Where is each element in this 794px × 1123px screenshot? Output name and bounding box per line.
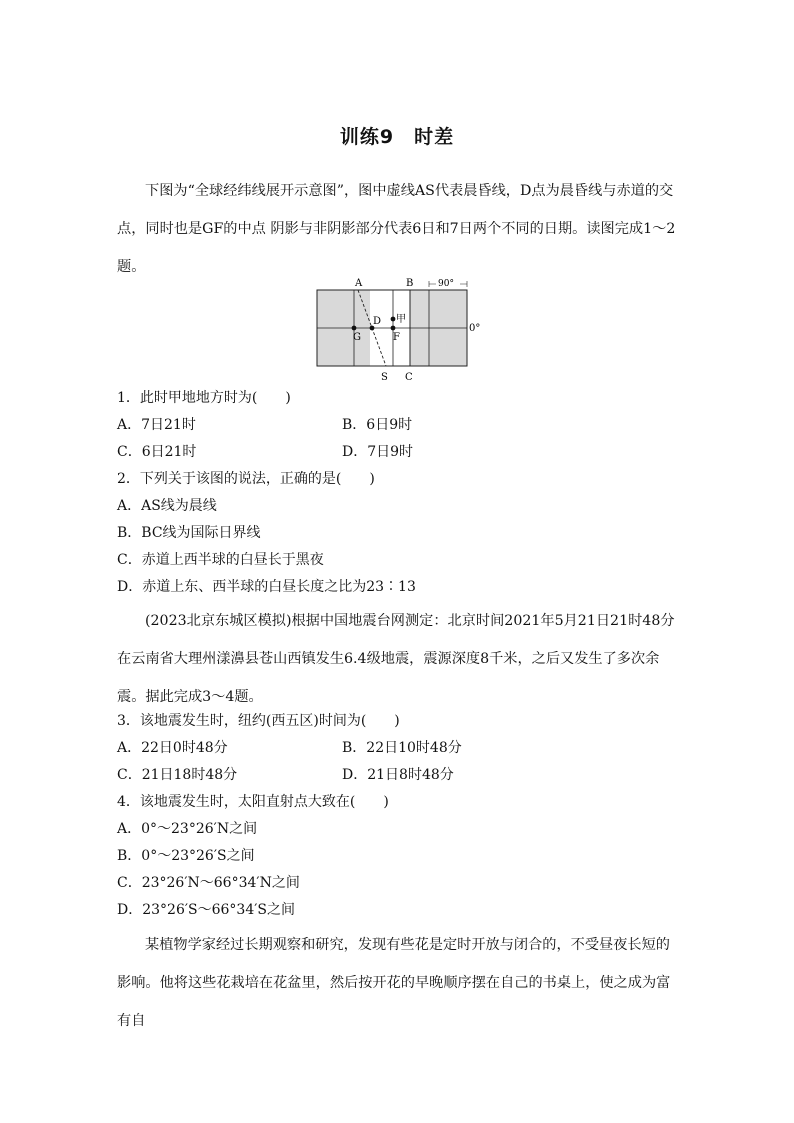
page-title: 训练9 时差 bbox=[339, 126, 455, 148]
question-3-option-c: C．21日18时48分 bbox=[117, 767, 238, 783]
point-jia bbox=[391, 317, 396, 322]
label-90: 90° bbox=[438, 279, 454, 289]
question-1-option-a: A．7日21时 bbox=[117, 417, 196, 433]
intro-paragraph-1: 下图为“全球经纬线展开示意图”，图中虚线AS代表晨昏线，D点为晨昏线与赤道的交点，同时也是GF的中点 阴影与非阴影部分代表6日和7日两个不同的日期。读图完成1～2题。 bbox=[117, 183, 676, 275]
point-f bbox=[391, 326, 396, 331]
question-2-option-b: B．BC线为国际日界线 bbox=[117, 525, 261, 541]
question-3-option-d: D．21日8时48分 bbox=[342, 767, 454, 783]
label-b: B bbox=[406, 278, 414, 289]
label-f: F bbox=[393, 332, 400, 343]
question-3-option-b: B．22日10时48分 bbox=[342, 740, 462, 756]
label-s: S bbox=[381, 372, 388, 383]
question-1-option-d: D．7日9时 bbox=[342, 444, 414, 460]
label-0: 0° bbox=[469, 323, 481, 334]
label-g: G bbox=[353, 332, 361, 343]
question-2-option-d: D．赤道上东、西半球的白昼长度之比为23∶13 bbox=[117, 579, 416, 595]
point-g bbox=[352, 326, 357, 331]
label-jia: 甲 bbox=[396, 314, 406, 325]
question-3-option-a: A．22日0时48分 bbox=[117, 740, 228, 756]
intro-paragraph-2: (2023北京东城区模拟)根据中国地震台网测定：北京时间2021年5月21日21时48分在云南省大理州漾濞县苍山西镇发生6.4级地震，震源深度8千米，之后又发生了多次余震。据此完成3～4题。 bbox=[117, 613, 675, 705]
question-1-option-b: B．6日9时 bbox=[342, 417, 413, 433]
intro-paragraph-3: 某植物学家经过长期观察和研究，发现有些花是定时开放与闭合的，不受昼夜长短的影响。他将这些花栽培在花盆里，然后按开花的早晚顺序摆在自己的书桌上，使之成为富有自 bbox=[117, 937, 671, 1029]
label-c: C bbox=[405, 372, 413, 383]
question-4-option-a: A．0°～23°26′N之间 bbox=[117, 821, 258, 837]
question-2-option-c: C．赤道上西半球的白昼长于黑夜 bbox=[117, 552, 324, 568]
question-4-stem: 4．该地震发生时，太阳直射点大致在( ) bbox=[117, 794, 389, 810]
label-a: A bbox=[355, 278, 363, 289]
question-2-stem: 2．下列关于该图的说法，正确的是( ) bbox=[117, 471, 375, 487]
question-1-option-c: C．6日21时 bbox=[117, 444, 197, 460]
question-1-stem: 1．此时甲地地方时为( ) bbox=[117, 390, 291, 406]
question-4-option-b: B．0°～23°26′S之间 bbox=[117, 848, 255, 864]
graticule-diagram bbox=[300, 274, 490, 386]
question-2-option-a: A．AS线为晨线 bbox=[117, 498, 217, 514]
question-4-option-c: C．23°26′N～66°34′N之间 bbox=[117, 875, 300, 891]
question-3-stem: 3．该地震发生时，纽约(西五区)时间为( ) bbox=[117, 713, 400, 729]
label-d: D bbox=[373, 316, 382, 327]
question-4-option-d: D．23°26′S～66°34′S之间 bbox=[117, 902, 296, 918]
